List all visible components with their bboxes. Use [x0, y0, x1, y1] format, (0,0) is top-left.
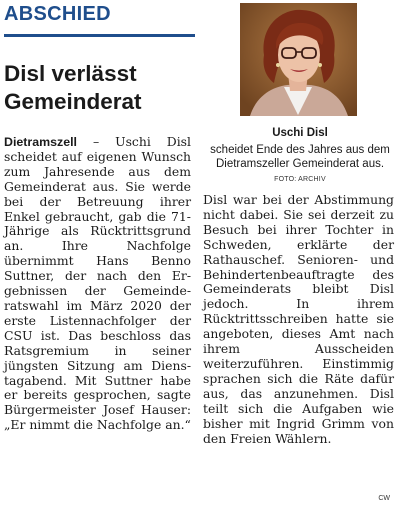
- section-kicker: ABSCHIED: [4, 3, 111, 25]
- author-initials: CW: [378, 495, 390, 502]
- portrait-photo: [240, 3, 357, 116]
- article-dateline: Dietramszell: [4, 135, 78, 149]
- photo-credit: FOTO: ARCHIV: [274, 176, 326, 183]
- photo-caption-text: scheidet Ende des Jahres aus dem Dietramszeller Gemeinderat aus.: [210, 144, 390, 170]
- article-column-1-text: – Uschi Disl scheidet auf eigenen Wunsch zum Jahresende aus dem Gemeinderat aus. Sie werde bei der Betreuung ihrer Enkel gebraucht, gab die 71-Jährige als Rücktrittsgrund an. Ihre Nachfolge übernimmt Hans Benno Suttner, der nach den Ergebnissen der Gemeinderatswahl im März 2020 der erste Listennachfolger der CSU ist. Das beschloss das Ratsgremium in seiner jüngsten Sitzung am Dienstagabend. Mit Suttner habe er bereits gesprochen, sagte Bürgermeister Josef Hauser: „Er nimmt die Nachfolge an.“: [4, 134, 191, 433]
- photo-caption: [205, 143, 395, 187]
- photo-caption-name: Uschi Disl: [272, 127, 328, 139]
- article-headline: Disl verlässt Gemeinderat: [4, 61, 142, 114]
- article-column-1: [4, 135, 191, 433]
- article-column-2: Disl war bei der Abstimmung nicht dabei. Sie sei derzeit zu Besuch bei ihrer Tochter in Schweden, erklärte der Rathauschef. Senioren- und Behindertenbeauftragte des Gemeinderats bleibt Disl jedoch. In ihrem Rücktrittsschreiben hatte sie angeboten, dieses Amt nach ihrem Ausscheiden weiterzuführen. Einstimmig sprachen sich die Räte dafür aus, das anzunehmen. Disl teilt sich die Aufgaben wie bisher mit Ingrid Grimm von den Freien Wählern.: [203, 192, 394, 446]
- kicker-rule: [4, 34, 195, 37]
